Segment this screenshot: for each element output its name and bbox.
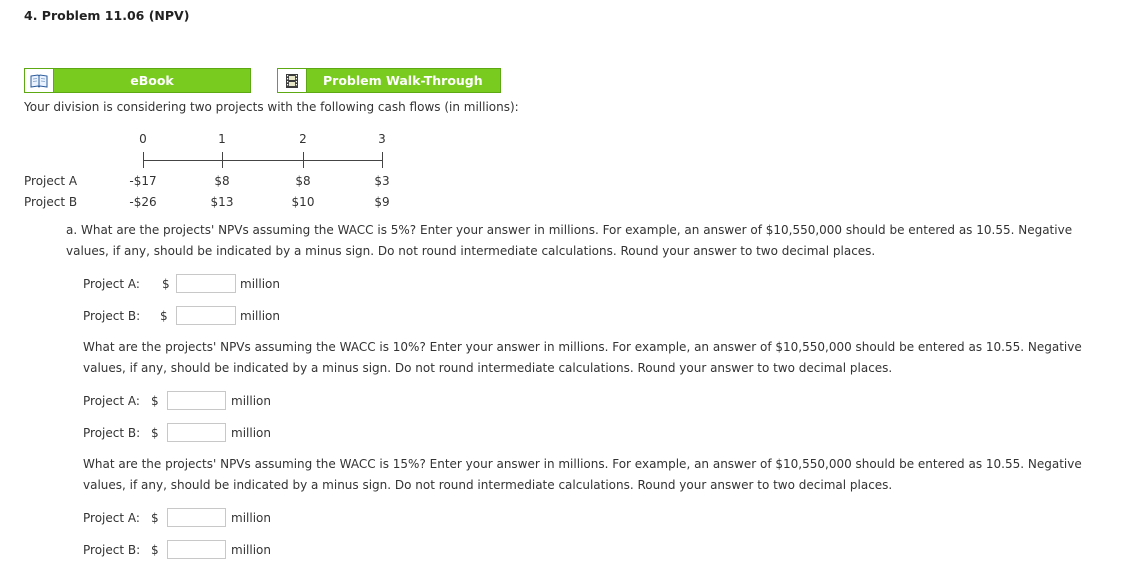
- question-text: What are the projects' NPVs assuming the WACC is 15%? Enter your answer in millions. For example, an answer of $10,550,000 should be entered as 10.55. Negative values, if any, should be indicated by a minus sign. Do not round intermediate calculations. Round your answer to two decimal places.: [83, 457, 1082, 492]
- npv-input-a-10pct[interactable]: [167, 391, 226, 410]
- question-text: What are the projects' NPVs assuming the WACC is 10%? Enter your answer in millions. For example, an answer of $10,550,000 should be entered as 10.55. Negative values, if any, should be indicated by a minus sign. Do not round intermediate calculations. Round your answer to two decimal places.: [83, 340, 1082, 375]
- walkthrough-button[interactable]: [277, 68, 501, 93]
- cash-flow-cell: -$17: [129, 174, 157, 188]
- cash-flow-cell: $8: [295, 174, 311, 188]
- answer-label-b: Project B:: [83, 543, 141, 557]
- npv-input-b-10pct[interactable]: [167, 423, 226, 442]
- ebook-label: eBook: [130, 73, 174, 88]
- npv-input-a-5pct[interactable]: [176, 274, 236, 293]
- currency-sign: $: [151, 426, 159, 440]
- answer-label-b: Project B:: [83, 426, 141, 440]
- ebook-button[interactable]: [24, 68, 251, 93]
- unit-label: million: [231, 543, 271, 557]
- unit-label: million: [231, 511, 271, 525]
- currency-sign: $: [160, 309, 168, 323]
- book-icon: [25, 69, 54, 92]
- unit-label: million: [231, 394, 271, 408]
- period-label: 3: [378, 132, 386, 146]
- period-label: 0: [139, 132, 147, 146]
- project-a-label: Project A: [24, 174, 78, 188]
- unit-label: million: [240, 309, 280, 323]
- project-b-label: Project B: [24, 195, 78, 209]
- currency-sign: $: [151, 543, 159, 557]
- question-text: a. What are the projects' NPVs assuming the WACC is 5%? Enter your answer in millions. For example, an answer of $10,550,000 should be entered as 10.55. Negative values, if any, should be indicated by a minus sign. Do not round intermediate calculations. Round your answer to two decimal places.: [66, 223, 1073, 258]
- cash-flow-cell: $13: [210, 195, 234, 209]
- currency-sign: $: [162, 277, 170, 291]
- period-label: 1: [218, 132, 226, 146]
- cash-flow-cell: $8: [214, 174, 230, 188]
- walkthrough-label: Problem Walk-Through: [323, 73, 483, 88]
- npv-input-b-15pct[interactable]: [167, 540, 226, 559]
- currency-sign: $: [151, 511, 159, 525]
- intro-text: Your division is considering two projects with the following cash flows (in millions):: [24, 100, 519, 114]
- unit-label: million: [240, 277, 280, 291]
- answer-label-a: Project A:: [83, 277, 140, 291]
- npv-input-b-5pct[interactable]: [176, 306, 236, 325]
- cash-flow-cell: -$26: [129, 195, 157, 209]
- answer-label-b: Project B:: [83, 309, 141, 323]
- cash-flow-cell: $3: [374, 174, 390, 188]
- answer-label-a: Project A:: [83, 394, 140, 408]
- currency-sign: $: [151, 394, 159, 408]
- unit-label: million: [231, 426, 271, 440]
- cash-flow-cell: $9: [374, 195, 390, 209]
- period-label: 2: [299, 132, 307, 146]
- cash-flow-cell: $10: [291, 195, 315, 209]
- answer-label-a: Project A:: [83, 511, 140, 525]
- npv-input-a-15pct[interactable]: [167, 508, 226, 527]
- problem-title: 4. Problem 11.06 (NPV): [24, 8, 190, 23]
- film-icon: [278, 69, 307, 92]
